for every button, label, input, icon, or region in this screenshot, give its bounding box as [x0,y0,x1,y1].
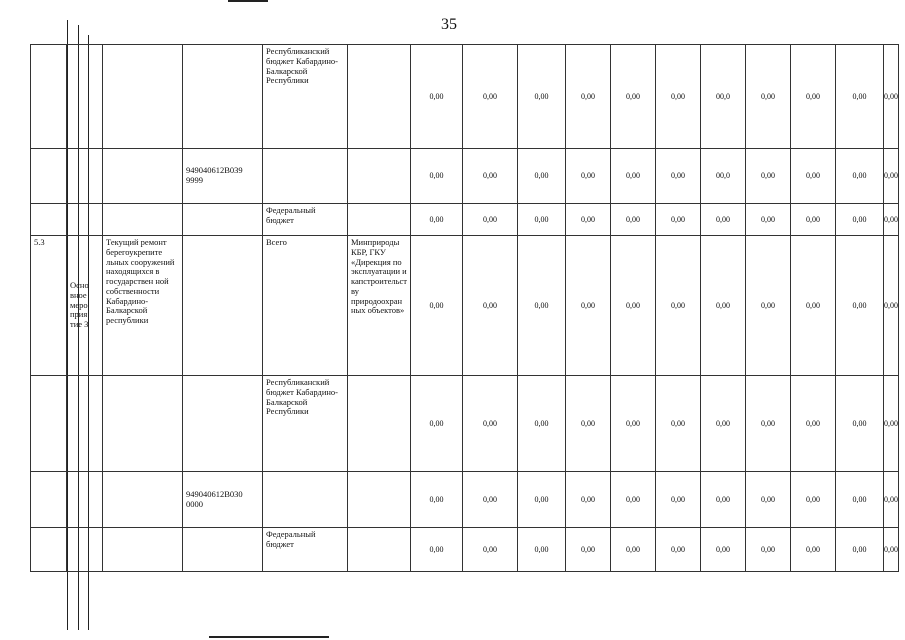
cell-source: Федеральный бюджет [263,528,348,572]
value-cell: 0,00 [517,236,565,376]
table-row [31,204,899,236]
value-cell: 0,00 [655,236,700,376]
cell-type [67,472,103,528]
cell-type [67,45,103,149]
value-cell: 0,00 [835,204,883,236]
value-cell: 0,00 [790,236,835,376]
value-cell: 0,00 [883,45,898,149]
value-cell: 0,00 [883,149,898,204]
cell-type [67,204,103,236]
value-cell: 0,00 [610,149,655,204]
cell-code [183,376,263,472]
value-cell: 0,00 [462,376,517,472]
cell-executor [348,472,411,528]
value-cell: 0,00 [565,472,610,528]
cell-executor: Минприроды КБР, ГКУ «Дирекция по эксплуатации и капстроительст ву природоохран ных объектов» [348,236,411,376]
value-cell: 0,00 [610,528,655,572]
cell-num [31,45,67,149]
value-cell: 0,00 [655,204,700,236]
value-cell: 0,00 [410,376,462,472]
value-cell: 0,00 [655,149,700,204]
cell-type: Осно вное меро прия тие 3 [67,236,103,376]
value-cell: 0,00 [745,236,790,376]
cell-executor [348,204,411,236]
value-cell: 0,00 [883,204,898,236]
cell-name [103,528,183,572]
value-cell: 0,00 [790,376,835,472]
value-cell: 0,00 [462,528,517,572]
cell-name [103,376,183,472]
value-cell: 0,00 [610,472,655,528]
value-cell: 0,00 [410,149,462,204]
value-cell: 0,00 [610,204,655,236]
cell-code [183,204,263,236]
value-cell: 0,00 [517,149,565,204]
cell-num [31,149,67,204]
table-row [31,376,899,472]
value-cell: 0,00 [790,204,835,236]
value-cell: 0,00 [410,528,462,572]
cell-num [31,472,67,528]
value-cell: 0,00 [462,204,517,236]
table-row [31,149,899,204]
value-cell: 0,00 [565,149,610,204]
cell-code [183,528,263,572]
value-cell: 0,00 [517,204,565,236]
value-cell: 0,00 [517,472,565,528]
cell-source: Республиканский бюджет Кабардино-Балкарской Республики [263,376,348,472]
value-cell: 0,00 [462,472,517,528]
cell-executor [348,45,411,149]
cell-code [183,236,263,376]
value-cell: 0,00 [883,376,898,472]
value-cell: 0,00 [790,528,835,572]
value-cell: 0,00 [835,45,883,149]
value-cell: 0,00 [883,528,898,572]
cell-name [103,472,183,528]
value-cell: 0,00 [462,236,517,376]
cell-name [103,149,183,204]
value-cell: 0,00 [700,376,745,472]
value-cell: 0,00 [610,376,655,472]
value-cell: 0,00 [410,472,462,528]
budget-table [30,44,899,572]
cell-num [31,376,67,472]
value-cell: 0,00 [745,472,790,528]
cell-type [67,528,103,572]
value-cell: 0,00 [655,528,700,572]
value-cell: 0,00 [835,149,883,204]
cell-name: Текущий ремонт берегоукрепите льных сооружений находящихся в государствен ной собственности Кабардино-Балкарской республики [103,236,183,376]
value-cell: 0,00 [700,528,745,572]
value-cell: 00,0 [700,45,745,149]
cell-type [67,149,103,204]
value-cell: 0,00 [883,472,898,528]
value-cell: 0,00 [610,45,655,149]
cell-code [183,45,263,149]
value-cell: 0,00 [835,376,883,472]
value-cell: 0,00 [745,204,790,236]
cell-source: Всего [263,236,348,376]
value-cell: 0,00 [565,376,610,472]
value-cell: 0,00 [883,236,898,376]
cell-code: 949040612B030 0000 [183,472,263,528]
value-cell: 0,00 [462,149,517,204]
cell-type [67,376,103,472]
cell-num: 5.3 [31,236,67,376]
value-cell: 0,00 [517,45,565,149]
value-cell: 0,00 [655,376,700,472]
cell-executor [348,528,411,572]
value-cell: 0,00 [745,45,790,149]
cell-executor [348,149,411,204]
value-cell: 0,00 [790,149,835,204]
value-cell: 0,00 [462,45,517,149]
value-cell: 0,00 [565,236,610,376]
value-cell: 0,00 [565,528,610,572]
scan-line [209,636,329,638]
value-cell: 0,00 [745,376,790,472]
value-cell: 0,00 [700,236,745,376]
value-cell: 0,00 [700,472,745,528]
cell-num [31,204,67,236]
value-cell: 0,00 [835,472,883,528]
value-cell: 0,00 [835,528,883,572]
value-cell: 0,00 [745,149,790,204]
value-cell: 0,00 [410,204,462,236]
table-body [31,45,899,572]
page-number: 35 [441,16,457,33]
table-row [31,472,899,528]
value-cell: 0,00 [655,45,700,149]
value-cell: 0,00 [790,472,835,528]
value-cell: 0,00 [517,528,565,572]
value-cell: 0,00 [565,204,610,236]
cell-code: 949040612B039 9999 [183,149,263,204]
value-cell: 0,00 [410,45,462,149]
value-cell: 0,00 [610,236,655,376]
cell-source [263,472,348,528]
value-cell: 0,00 [790,45,835,149]
value-cell: 0,00 [700,204,745,236]
table-row [31,45,899,149]
cell-source: Федеральный бюджет [263,204,348,236]
cell-num [31,528,67,572]
cell-name [103,204,183,236]
cell-executor [348,376,411,472]
cell-source [263,149,348,204]
cell-name [103,45,183,149]
value-cell: 0,00 [745,528,790,572]
scan-line [228,0,268,2]
table-row [31,236,899,376]
value-cell: 0,00 [835,236,883,376]
value-cell: 00,0 [700,149,745,204]
cell-source: Республиканский бюджет Кабардино-Балкарской Республики [263,45,348,149]
value-cell: 0,00 [517,376,565,472]
value-cell: 0,00 [655,472,700,528]
value-cell: 0,00 [410,236,462,376]
table-row [31,528,899,572]
value-cell: 0,00 [565,45,610,149]
